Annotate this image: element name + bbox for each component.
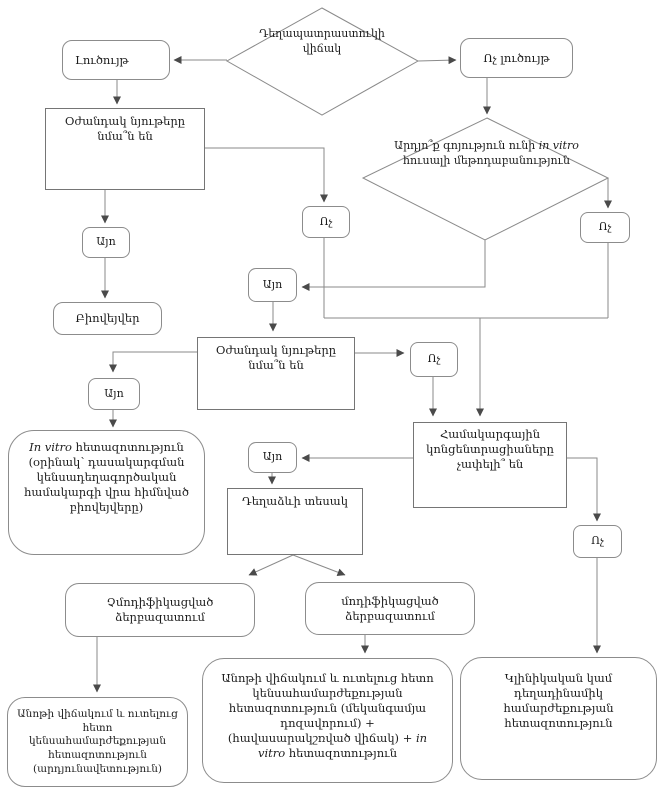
- non-solution-label: Ոչ լուծույթ: [483, 50, 550, 65]
- invitro-method-text: Արդյո՞ք գոյություն ունի: [394, 139, 539, 152]
- fasting-fed-efficacy-box: [7, 697, 188, 787]
- unmodified-release-box: [65, 583, 255, 637]
- fasting-fed-full-box: [202, 658, 453, 783]
- yes-label: Այո: [262, 277, 283, 291]
- edge-diamond2-to-yes2: [302, 240, 485, 287]
- excipients-same-box-1: [45, 108, 205, 190]
- invitro-study-box: [8, 430, 205, 555]
- no-node-1: [302, 206, 350, 238]
- no-node-2: [580, 212, 630, 243]
- fasting-fed-full-italic: in vitro: [257, 730, 428, 760]
- solution-box: [62, 40, 170, 80]
- no-node-5: [573, 525, 622, 558]
- drug-state-diamond: [227, 8, 418, 115]
- invitro-study-label: հետազոտություն (օրինակ՝ դասակարգման կենսադեղագործական համակարգի վրա հիմնված բիովեյվերը): [24, 440, 189, 514]
- fasting-fed-full-text2: հետազոտություն: [285, 745, 398, 760]
- no-label: Ոչ: [591, 534, 604, 548]
- yes-node-4: [248, 442, 297, 473]
- dosage-form-label: Դեղաձևի տեսակ: [242, 494, 348, 508]
- dosage-form-box: [227, 488, 363, 555]
- invitro-method-label: [379, 139, 594, 169]
- biowaiver-label: Բիովեյվեր: [75, 311, 140, 326]
- excipients-same-label-2: Օժանդակ նյութերը նմա՞ն են: [215, 343, 337, 372]
- fasting-fed-full-text: Անոթի վիճակում և ուտելուց հետո կենսահամարժեքության հետազոտություն (մեկանգամյա դոզավորում) + (հավասարակշռված վիճակ) +: [221, 671, 434, 745]
- solution-label: Լուծույթ: [75, 52, 129, 67]
- invitro-study-italic: In vitro: [29, 440, 72, 454]
- edge-diamond1-to-nonsolution: [418, 60, 456, 61]
- invitro-method-diamond: [363, 118, 608, 240]
- edge-dosage-to-unmodified: [249, 555, 293, 575]
- biowaiver-box: [53, 302, 162, 335]
- yes-label: Այո: [262, 450, 283, 464]
- clinical-equivalence-label: Կլինիկական կամ դեղադինամիկ համարժեքության հետազոտություն: [503, 671, 614, 730]
- invitro-method-italic: in vitro: [538, 139, 579, 152]
- non-solution-box: [460, 38, 573, 78]
- edge-excipients2-to-yes3: [113, 352, 197, 372]
- yes-label: Այո: [104, 386, 124, 400]
- modified-release-box: [305, 582, 475, 635]
- yes-node-1: [82, 227, 130, 258]
- systemic-concentration-label: Համակարգային կոնցենտրացիաները չափելի՞ են: [426, 427, 554, 471]
- edge-systemic-to-no5: [567, 458, 597, 521]
- systemic-concentration-box: [413, 422, 567, 508]
- modified-release-label: մոդիֆիկացված ձերբազատում: [341, 593, 439, 623]
- clinical-equivalence-box: [460, 657, 657, 780]
- excipients-same-box-2: [197, 337, 355, 410]
- yes-node-2: [248, 268, 297, 302]
- yes-label: Այո: [96, 235, 116, 249]
- no-node-3: [410, 342, 458, 377]
- yes-node-3: [88, 378, 140, 410]
- no-label: Ոչ: [598, 220, 612, 234]
- drug-state-label: Դեղապատրաստուկի վիճակ: [259, 27, 385, 55]
- edge-excipients1-to-no1: [205, 148, 324, 202]
- no-label: Ոչ: [427, 352, 441, 366]
- fasting-fed-efficacy-label: Անոթի վիճակում և ուտելուց հետո կենսահամարժեքության հետազոտություն (արդյունավետություն): [17, 708, 178, 775]
- invitro-method-text2: հուսալի մեթոդաբանություն: [403, 153, 570, 167]
- excipients-same-label-1: Օժանդակ նյութերը նմա՞ն են: [64, 114, 186, 143]
- edge-dosage-to-modified: [293, 555, 345, 575]
- no-label: Ոչ: [319, 214, 333, 228]
- unmodified-release-label: Չմոդիֆիկացված ձերբազատում: [106, 595, 214, 624]
